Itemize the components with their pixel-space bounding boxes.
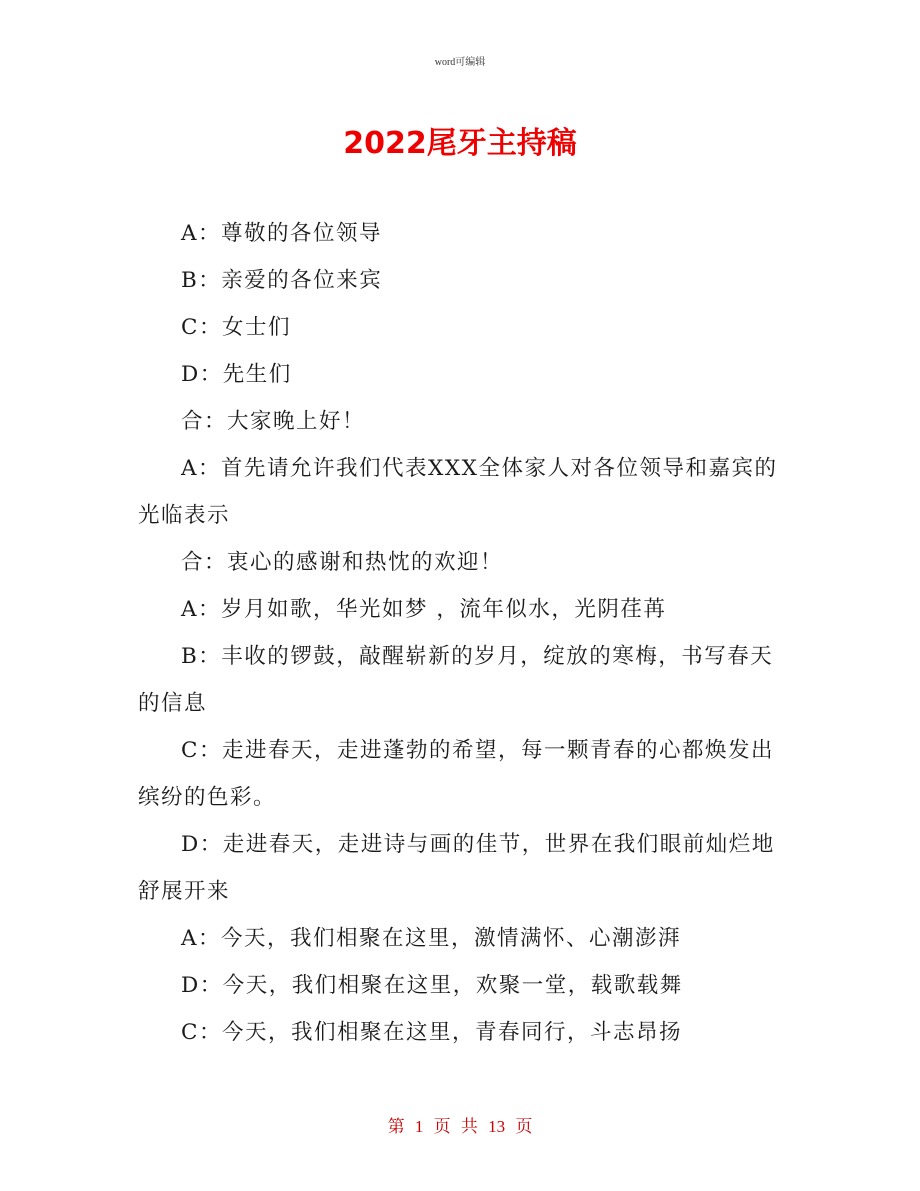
paragraph: A：岁月如歌，华光如梦 ，流年似水，光阴荏苒 [181,597,667,622]
paragraph: D：先生们 [181,362,292,387]
paragraph: A：今天，我们相聚在这里，激情满怀、心潮澎湃 [181,926,682,951]
paragraph: A：首先请允许我们代表XXX全体家人对各位领导和嘉宾的光临表示 [138,456,778,528]
document-title: 2022尾牙主持稿 [343,126,577,161]
paragraph: C：今天，我们相聚在这里，青春同行，斗志昂扬 [181,1020,682,1045]
paragraph: B：丰收的锣鼓，敲醒崭新的岁月，绽放的寒梅，书写春天的信息 [138,644,774,716]
header-note: word可编辑 [434,57,486,68]
paragraph: D：今天，我们相聚在这里，欢聚一堂，载歌载舞 [181,973,683,998]
document-body [138,210,788,1056]
paragraph: D：走进春天，走进诗与画的佳节，世界在我们眼前灿烂地舒展开来 [138,832,775,904]
paragraph: A：尊敬的各位领导 [181,221,383,246]
page-number-footer: 第 1 页 共 13 页 [387,1117,533,1136]
paragraph: 合：衷心的感谢和热忱的欢迎！ [181,550,504,575]
paragraph: 合：大家晚上好！ [181,409,366,434]
paragraph: B：亲爱的各位来宾 [181,268,383,293]
paragraph: C：女士们 [181,315,291,340]
paragraph: C：走进春天，走进蓬勃的希望，每一颗青春的心都焕发出缤纷的色彩。 [138,738,774,810]
